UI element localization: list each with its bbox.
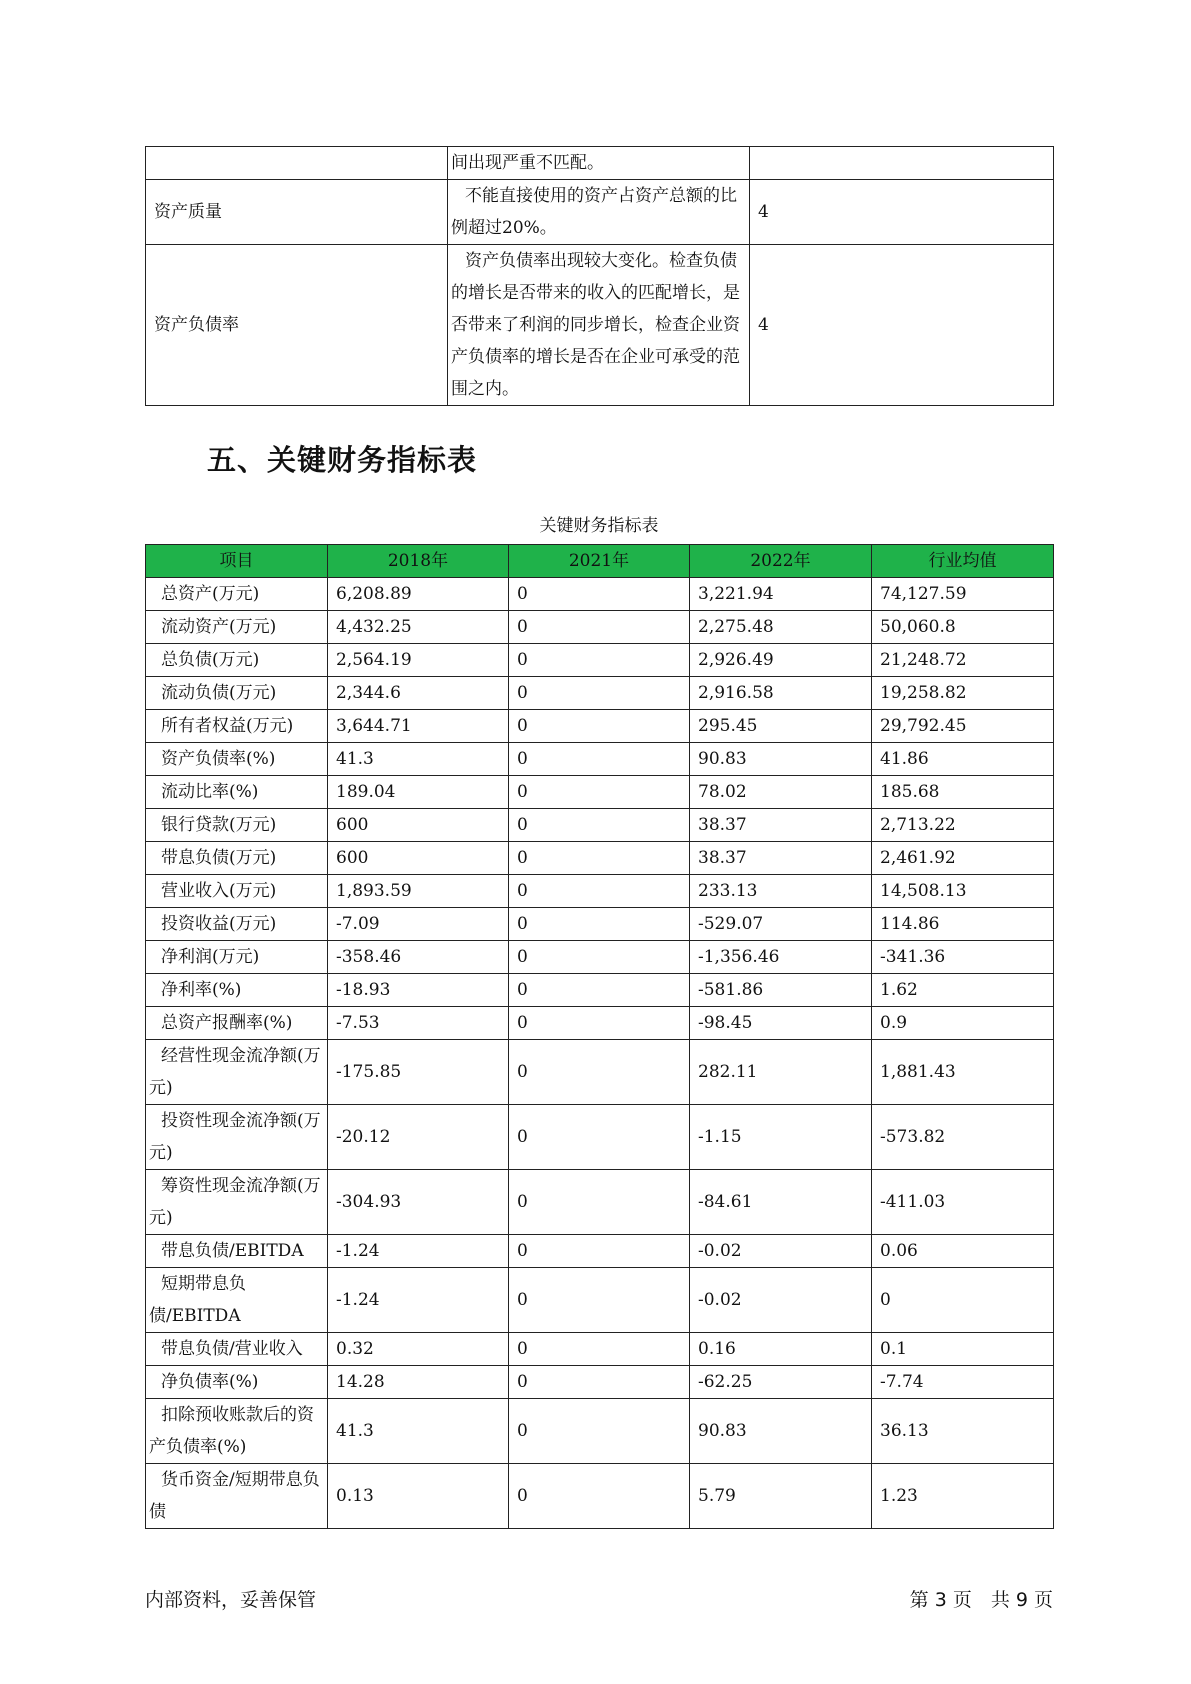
kpi-value-cell: 90.83 [690, 743, 872, 776]
kpi-value-cell: 0.32 [328, 1333, 509, 1366]
kpi-label-text: 短期带息负债/EBITDA [149, 1274, 246, 1326]
kpi-label-text: 净利率(%) [161, 980, 242, 1000]
kpi-row [146, 1333, 1054, 1366]
kpi-label-cell [146, 908, 328, 941]
kpi-value-cell: 1.23 [872, 1464, 1054, 1529]
kpi-row [146, 710, 1054, 743]
kpi-value-cell: 2,461.92 [872, 842, 1054, 875]
kpi-table [145, 544, 1054, 1529]
kpi-label-cell [146, 776, 328, 809]
kpi-label-text: 扣除预收账款后的资产负债率(%) [149, 1405, 314, 1457]
kpi-label-cell [146, 974, 328, 1007]
kpi-value-cell: -0.02 [690, 1268, 872, 1333]
header-item: 项目 [146, 545, 328, 578]
kpi-label-text: 带息负债/营业收入 [161, 1339, 303, 1359]
risk-row [146, 147, 1054, 180]
kpi-label-text: 总资产报酬率(%) [161, 1013, 293, 1033]
kpi-row [146, 1366, 1054, 1399]
kpi-row [146, 842, 1054, 875]
risk-description-text: 资产负债率出现较大变化。检查负债的增长是否带来的收入的匹配增长，是否带来了利润的同步增长，检查企业资产负债率的增长是否在企业可承受的范围之内。 [451, 251, 740, 399]
kpi-row [146, 743, 1054, 776]
kpi-value-cell: 0 [509, 941, 690, 974]
kpi-value-cell: 2,926.49 [690, 644, 872, 677]
risk-item-cell [146, 147, 448, 180]
kpi-value-cell: 1.62 [872, 974, 1054, 1007]
kpi-value-cell: 0 [509, 1170, 690, 1235]
kpi-value-cell: 0.16 [690, 1333, 872, 1366]
kpi-value-cell: 0 [509, 578, 690, 611]
kpi-label-text: 资产负债率(%) [161, 749, 276, 769]
kpi-label-text: 流动负债(万元) [161, 683, 277, 703]
kpi-value-cell: 0.13 [328, 1464, 509, 1529]
kpi-label-cell [146, 677, 328, 710]
kpi-row [146, 644, 1054, 677]
kpi-row [146, 1105, 1054, 1170]
kpi-value-cell: 14,508.13 [872, 875, 1054, 908]
kpi-value-cell: -411.03 [872, 1170, 1054, 1235]
kpi-value-cell: -1,356.46 [690, 941, 872, 974]
kpi-value-cell: 74,127.59 [872, 578, 1054, 611]
kpi-label-cell [146, 611, 328, 644]
kpi-value-cell: 233.13 [690, 875, 872, 908]
kpi-value-cell: 2,564.19 [328, 644, 509, 677]
kpi-value-cell: 21,248.72 [872, 644, 1054, 677]
kpi-value-cell: 41.3 [328, 743, 509, 776]
kpi-row [146, 1235, 1054, 1268]
kpi-value-cell: 38.37 [690, 842, 872, 875]
kpi-value-cell: 0 [509, 809, 690, 842]
risk-description-cell [448, 245, 750, 406]
kpi-label-cell [146, 809, 328, 842]
kpi-value-cell: 6,208.89 [328, 578, 509, 611]
risk-description-text: 间出现严重不匹配。 [451, 153, 604, 173]
kpi-value-cell: -84.61 [690, 1170, 872, 1235]
kpi-value-cell: 0 [509, 1399, 690, 1464]
kpi-value-cell: 0 [509, 1366, 690, 1399]
kpi-row [146, 1170, 1054, 1235]
header-2021: 2021年 [509, 545, 690, 578]
kpi-label-cell [146, 941, 328, 974]
kpi-label-cell [146, 1235, 328, 1268]
kpi-value-cell: 0 [509, 842, 690, 875]
section-title: 五、关键财务指标表 [207, 443, 478, 477]
kpi-row [146, 1399, 1054, 1464]
kpi-label-text: 流动比率(%) [161, 782, 259, 802]
kpi-value-cell: 282.11 [690, 1040, 872, 1105]
kpi-value-cell: -1.24 [328, 1268, 509, 1333]
kpi-value-cell: 600 [328, 842, 509, 875]
risk-description-cell [448, 180, 750, 245]
kpi-value-cell: -529.07 [690, 908, 872, 941]
kpi-table-body [146, 578, 1054, 1529]
kpi-label-text: 银行贷款(万元) [161, 815, 277, 835]
kpi-value-cell: 0 [509, 776, 690, 809]
header-industry-average: 行业均值 [872, 545, 1054, 578]
kpi-value-cell: 5.79 [690, 1464, 872, 1529]
kpi-value-cell: 114.86 [872, 908, 1054, 941]
kpi-value-cell: 78.02 [690, 776, 872, 809]
header-2022: 2022年 [690, 545, 872, 578]
risk-description-text: 不能直接使用的资产占资产总额的比例超过20%。 [451, 186, 737, 238]
kpi-label-text: 投资收益(万元) [161, 914, 277, 934]
footer-confidential-note: 内部资料，妥善保管 [145, 1589, 317, 1611]
kpi-label-text: 总资产(万元) [161, 584, 260, 604]
kpi-row [146, 1268, 1054, 1333]
risk-table-body [146, 147, 1054, 406]
kpi-value-cell: 2,344.6 [328, 677, 509, 710]
kpi-value-cell: 0 [509, 1040, 690, 1105]
kpi-value-cell: -1.15 [690, 1105, 872, 1170]
kpi-value-cell: 0 [509, 611, 690, 644]
risk-table [145, 146, 1054, 406]
kpi-value-cell: -175.85 [328, 1040, 509, 1105]
kpi-label-cell [146, 743, 328, 776]
kpi-value-cell: 14.28 [328, 1366, 509, 1399]
kpi-row [146, 974, 1054, 1007]
footer-page-number: 第 3 页 共 9 页 [909, 1589, 1053, 1611]
kpi-value-cell: -304.93 [328, 1170, 509, 1235]
kpi-value-cell: -581.86 [690, 974, 872, 1007]
kpi-value-cell: 189.04 [328, 776, 509, 809]
kpi-value-cell: 0 [509, 908, 690, 941]
kpi-value-cell: -0.02 [690, 1235, 872, 1268]
risk-description-cell [448, 147, 750, 180]
kpi-label-cell [146, 875, 328, 908]
kpi-value-cell: 3,644.71 [328, 710, 509, 743]
kpi-value-cell: -358.46 [328, 941, 509, 974]
risk-row [146, 245, 1054, 406]
kpi-value-cell: 0 [509, 974, 690, 1007]
risk-score-cell: 4 [750, 245, 1054, 406]
kpi-row [146, 1464, 1054, 1529]
kpi-value-cell: 0 [509, 644, 690, 677]
kpi-value-cell: 29,792.45 [872, 710, 1054, 743]
kpi-value-cell: 0 [509, 1235, 690, 1268]
kpi-label-text: 净负债率(%) [161, 1372, 259, 1392]
kpi-value-cell: -7.74 [872, 1366, 1054, 1399]
kpi-label-text: 投资性现金流净额(万元) [149, 1111, 321, 1163]
kpi-label-cell [146, 1464, 328, 1529]
kpi-label-text: 净利润(万元) [161, 947, 260, 967]
kpi-value-cell: -573.82 [872, 1105, 1054, 1170]
kpi-label-text: 带息负债/EBITDA [161, 1241, 304, 1261]
kpi-label-cell [146, 1399, 328, 1464]
kpi-value-cell: 19,258.82 [872, 677, 1054, 710]
kpi-label-cell [146, 1333, 328, 1366]
kpi-row [146, 1007, 1054, 1040]
kpi-label-cell [146, 1040, 328, 1105]
kpi-value-cell: 2,916.58 [690, 677, 872, 710]
kpi-value-cell: 38.37 [690, 809, 872, 842]
header-2018: 2018年 [328, 545, 509, 578]
kpi-value-cell: 3,221.94 [690, 578, 872, 611]
kpi-value-cell: -18.93 [328, 974, 509, 1007]
kpi-row [146, 611, 1054, 644]
table-caption: 关键财务指标表 [539, 516, 659, 536]
kpi-value-cell: 0 [509, 1105, 690, 1170]
kpi-row [146, 677, 1054, 710]
kpi-label-text: 营业收入(万元) [161, 881, 277, 901]
kpi-value-cell: 41.86 [872, 743, 1054, 776]
risk-item-cell: 资产负债率 [146, 245, 448, 406]
kpi-value-cell: 0.06 [872, 1235, 1054, 1268]
kpi-row [146, 941, 1054, 974]
kpi-header-row [146, 545, 1054, 578]
kpi-value-cell: 600 [328, 809, 509, 842]
kpi-value-cell: 50,060.8 [872, 611, 1054, 644]
kpi-row [146, 809, 1054, 842]
kpi-label-text: 所有者权益(万元) [161, 716, 294, 736]
kpi-value-cell: 41.3 [328, 1399, 509, 1464]
kpi-value-cell: 295.45 [690, 710, 872, 743]
risk-row [146, 180, 1054, 245]
kpi-value-cell: 0 [509, 677, 690, 710]
kpi-value-cell: 2,713.22 [872, 809, 1054, 842]
kpi-value-cell: 4,432.25 [328, 611, 509, 644]
kpi-value-cell: 0 [509, 1268, 690, 1333]
risk-score-cell: 4 [750, 180, 1054, 245]
kpi-label-cell [146, 1007, 328, 1040]
kpi-label-cell [146, 1105, 328, 1170]
kpi-row [146, 1040, 1054, 1105]
kpi-value-cell: 1,893.59 [328, 875, 509, 908]
kpi-label-cell [146, 578, 328, 611]
kpi-value-cell: 36.13 [872, 1399, 1054, 1464]
kpi-label-text: 总负债(万元) [161, 650, 260, 670]
kpi-value-cell: 2,275.48 [690, 611, 872, 644]
kpi-label-text: 流动资产(万元) [161, 617, 277, 637]
kpi-label-text: 货币资金/短期带息负债 [149, 1470, 320, 1522]
kpi-value-cell: 0 [509, 1464, 690, 1529]
kpi-value-cell: -20.12 [328, 1105, 509, 1170]
kpi-label-cell [146, 710, 328, 743]
kpi-value-cell: -341.36 [872, 941, 1054, 974]
kpi-label-cell [146, 1366, 328, 1399]
kpi-value-cell: 0 [509, 875, 690, 908]
kpi-value-cell: -1.24 [328, 1235, 509, 1268]
kpi-value-cell: 0.9 [872, 1007, 1054, 1040]
kpi-value-cell: 0 [509, 743, 690, 776]
kpi-value-cell: -62.25 [690, 1366, 872, 1399]
kpi-value-cell: 0 [509, 710, 690, 743]
kpi-label-cell [146, 644, 328, 677]
kpi-value-cell: 1,881.43 [872, 1040, 1054, 1105]
kpi-label-cell [146, 1170, 328, 1235]
kpi-value-cell: 185.68 [872, 776, 1054, 809]
kpi-value-cell: -7.53 [328, 1007, 509, 1040]
kpi-label-cell [146, 842, 328, 875]
kpi-value-cell: 90.83 [690, 1399, 872, 1464]
kpi-label-text: 筹资性现金流净额(万元) [149, 1176, 321, 1228]
kpi-value-cell: 0.1 [872, 1333, 1054, 1366]
risk-score-cell [750, 147, 1054, 180]
kpi-value-cell: -7.09 [328, 908, 509, 941]
kpi-value-cell: -98.45 [690, 1007, 872, 1040]
kpi-value-cell: 0 [872, 1268, 1054, 1333]
kpi-value-cell: 0 [509, 1007, 690, 1040]
kpi-value-cell: 0 [509, 1333, 690, 1366]
kpi-label-text: 经营性现金流净额(万元) [149, 1046, 321, 1098]
kpi-label-cell [146, 1268, 328, 1333]
kpi-row [146, 908, 1054, 941]
kpi-label-text: 带息负债(万元) [161, 848, 277, 868]
kpi-row [146, 875, 1054, 908]
kpi-row [146, 578, 1054, 611]
risk-item-cell: 资产质量 [146, 180, 448, 245]
kpi-row [146, 776, 1054, 809]
